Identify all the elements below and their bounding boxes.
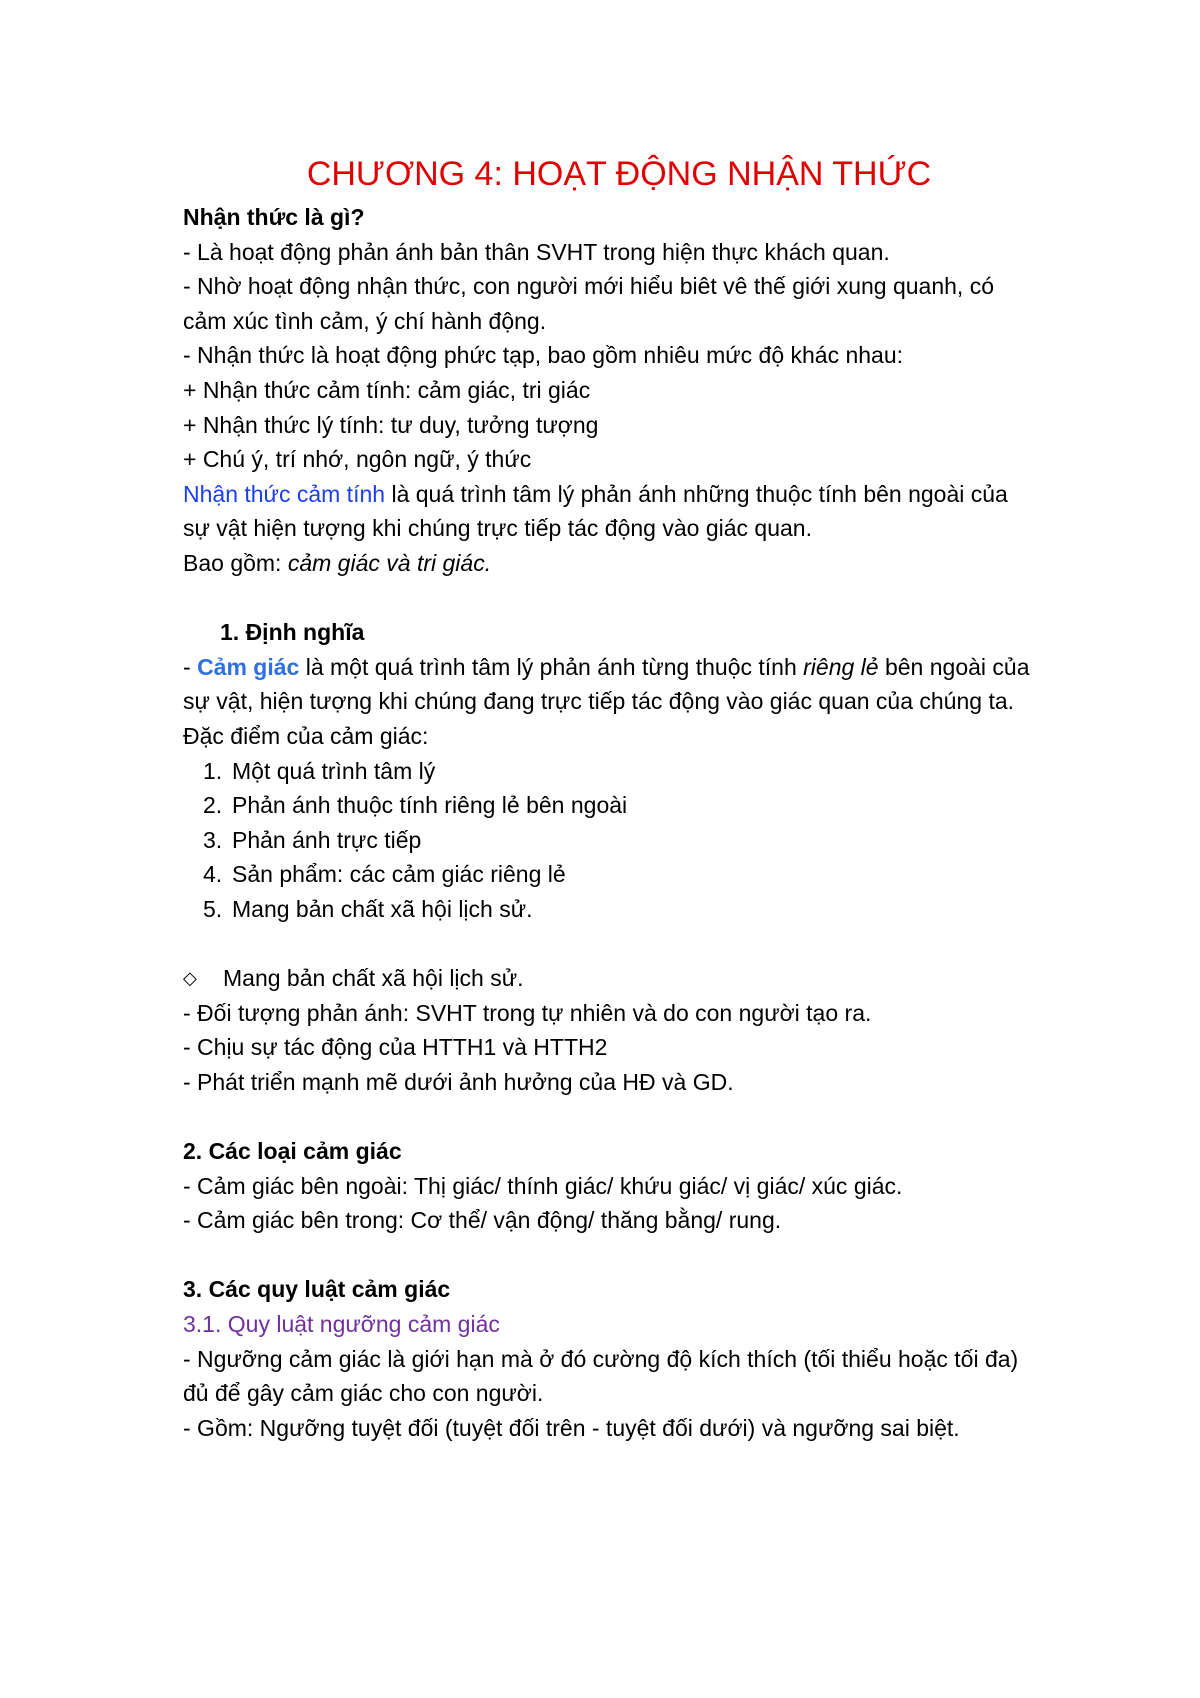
intro-line: - Nhận thức là hoạt động phức tạp, bao gồm nhiêu mức độ khác nhau: — [183, 342, 904, 369]
intro-heading: Nhận thức là gì? — [183, 204, 365, 230]
feature-number: 5. — [203, 895, 223, 922]
sensory-definition-text: là quá trình tâm lý phản ánh những thuộc tính bên ngoài của sự vật hiện tượng khi chúng trực tiếp tác động vào giác quan. — [183, 480, 1008, 542]
section2-line: - Cảm giác bên ngoài: Thị giác/ thính giác/ khứu giác/ vị giác/ xúc giác. — [183, 1172, 903, 1199]
feature-number: 4. — [203, 861, 223, 888]
section1-heading: 1. Định nghĩa — [220, 619, 365, 646]
section3-sub-number: 3.1. — [183, 1311, 228, 1337]
feature-number: 1. — [203, 757, 223, 784]
sensory-includes-value: cảm giác và tri giác. — [287, 549, 492, 576]
feature-text: Sản phẩm: các cảm giác riêng lẻ — [232, 861, 566, 888]
spacer — [183, 1099, 1033, 1134]
social-line: - Chịu sự tác động của HTTH1 và HTTH2 — [183, 1034, 608, 1061]
feature-item — [183, 823, 1033, 858]
section3-heading: 3. Các quy luật cảm giác — [183, 1276, 451, 1303]
features-label: Đặc điểm của cảm giác: — [183, 722, 429, 749]
feature-item — [183, 857, 1033, 892]
section2-line: - Cảm giác bên trong: Cơ thể/ vận động/ thăng bằng/ rung. — [183, 1207, 782, 1234]
feature-number: 2. — [203, 792, 223, 819]
section1-def-part1: là một quá trình tâm lý phản ánh từng thuộc tính — [299, 653, 804, 680]
sensory-term: Nhận thức cảm tính — [183, 480, 386, 507]
section3-line: - Ngưỡng cảm giác là giới hạn mà ở đó cường độ kích thích (tối thiểu hoặc tối đa) đủ để gây cảm giác cho con người. — [183, 1345, 1019, 1407]
feature-item — [183, 754, 1033, 789]
section3-sub-title: Quy luật ngưỡng cảm giác — [227, 1311, 500, 1337]
intro-line: + Nhận thức cảm tính: cảm giác, tri giác — [183, 376, 591, 403]
sensory-includes — [183, 546, 1033, 581]
section1-def-italic: riêng lẻ — [803, 653, 879, 680]
feature-number: 3. — [203, 826, 223, 853]
chapter-title: CHƯƠNG 4: HOẠT ĐỘNG NHẬN THỨC — [306, 155, 932, 193]
social-line: - Đối tượng phản ánh: SVHT trong tự nhiên và do con người tạo ra. — [183, 999, 872, 1026]
section1-definition — [183, 650, 1033, 719]
spacer — [183, 1238, 1033, 1273]
section1-term: Cảm giác — [197, 653, 300, 680]
feature-text: Phản ánh trực tiếp — [232, 826, 422, 853]
diamond-bullet-line — [183, 961, 1033, 996]
section3-line: - Gồm: Ngưỡng tuyệt đối (tuyệt đối trên - tuyệt đối dưới) và ngưỡng sai biệt. — [183, 1414, 960, 1441]
feature-text: Phản ánh thuộc tính riêng lẻ bên ngoài — [232, 792, 628, 819]
section1-def-part2: bên ngoài của sự vật, hiện tượng khi chúng đang trực tiếp tác động vào giác quan của chúng ta. — [183, 653, 1030, 715]
sensory-includes-label: Bao gồm: — [183, 549, 288, 576]
section3-subheading — [183, 1307, 1033, 1342]
diamond-bullet-icon: ◇ — [183, 968, 197, 989]
spacer — [183, 926, 1033, 961]
feature-item — [183, 892, 1033, 927]
intro-line: + Chú ý, trí nhớ, ngôn ngữ, ý thức — [183, 446, 532, 473]
section2-heading: 2. Các loại cảm giác — [183, 1138, 402, 1165]
document-content — [183, 148, 1033, 1445]
diamond-bullet-text: Mang bản chất xã hội lịch sử. — [223, 965, 524, 992]
sensory-definition — [183, 477, 1033, 546]
social-line: - Phát triển mạnh mẽ dưới ảnh hưởng của HĐ và GD. — [183, 1068, 734, 1095]
feature-text: Một quá trình tâm lý — [232, 757, 436, 784]
intro-line: - Là hoạt động phản ánh bản thân SVHT trong hiện thực khách quan. — [183, 238, 890, 265]
feature-text: Mang bản chất xã hội lịch sử. — [232, 895, 533, 922]
spacer — [183, 581, 1033, 616]
intro-line: - Nhờ hoạt động nhận thức, con người mới hiểu biêt vê thế giới xung quanh, có cảm xúc tình cảm, ý chí hành động. — [183, 273, 994, 334]
feature-item — [183, 788, 1033, 823]
intro-line: + Nhận thức lý tính: tư duy, tưởng tượng — [183, 411, 599, 438]
section1-dash: - — [183, 653, 198, 680]
